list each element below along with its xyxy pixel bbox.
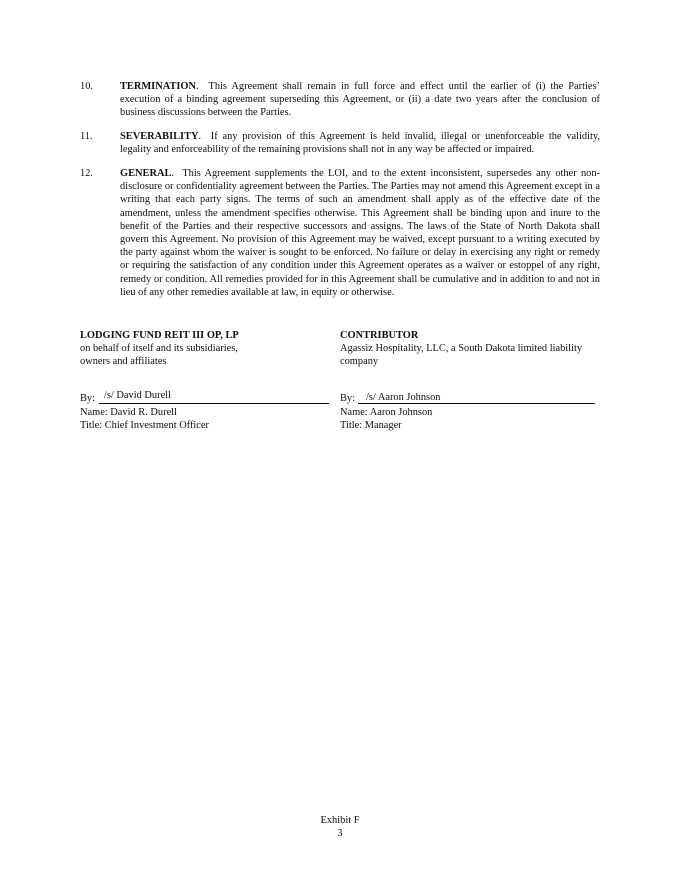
clause-general <box>80 167 600 299</box>
signature-underline <box>99 403 329 404</box>
signer-title: Title: Chief Investment Officer <box>80 420 209 431</box>
party-description-line2: company <box>340 356 379 367</box>
signature-line-left <box>80 392 330 405</box>
party-description-line1: Agassiz Hospitality, LLC, a South Dakota limited liability <box>340 343 583 354</box>
clause-body: TERMINATION. This Agreement shall remain in full force and effect until the earlier of (i) the Parties’ execution of a binding agreement superseding this Agreement, or (ii) a date two years after the conclusion of business discussions between the Parties. <box>120 81 600 119</box>
clause-number: 11. <box>80 131 93 142</box>
exhibit-label: Exhibit F <box>320 815 360 826</box>
clause-number: 12. <box>80 168 93 179</box>
by-label: By: <box>80 393 96 404</box>
clause-heading: SEVERABILITY <box>120 131 199 142</box>
party-name: CONTRIBUTOR <box>340 330 419 341</box>
page-number: 3 <box>337 828 343 839</box>
signer-details-left <box>80 406 330 432</box>
clause-termination <box>80 80 600 120</box>
by-label: By: <box>340 393 356 404</box>
clause-text: This Agreement shall remain in full force and effect until the earlier of (i) the Parties’ execution of a binding agreement superseding this Agreement, or (ii) a date two years after the conclusion of business discussions between the Parties. <box>120 81 600 119</box>
party-name: LODGING FUND REIT III OP, LP <box>80 330 239 341</box>
signer-name: Name: David R. Durell <box>80 407 177 418</box>
clause-text: If any provision of this Agreement is held invalid, illegal or unenforceable the validity, legality and enforceability of the remaining provisions shall not in any way be affected or impaired. <box>120 131 600 156</box>
clause-heading: TERMINATION <box>120 81 197 92</box>
page-footer <box>0 814 680 840</box>
signer-name: Name: Aaron Johnson <box>340 407 433 418</box>
signature-line-right <box>340 392 600 405</box>
signature-block-left <box>80 329 330 368</box>
clause-text: This Agreement supplements the LOI, and to the extent inconsistent, supersedes any other non-disclosure or confidentiality agreement between the Parties. The Parties may not amend this Agreement except in a writing that each party signs. The terms of such an amendment shall apply as of the effective date of the amendment, unless the amendment specifies otherwise. This Agreement shall be binding upon and inure to the benefit of the Parties and their respective successors and assigns. The laws of the State of North Dakota shall govern this Agreement. No provision of this Agreement may be waived, except pursuant to a writing executed by the party against whom the waiver is sought to be enforced. No failure or delay in exercising any right or remedy or requiring the satisfaction of any condition under this Agreement operates as a waiver or estoppel of any right, remedy or condition. All remedies provided for in this Agreement shall be cumulative and in addition to and not in lieu of any other remedies available at law, in equity or otherwise. <box>120 168 600 298</box>
signature: /s/ Aaron Johnson <box>366 392 441 403</box>
clause-body: SEVERABILITY. If any provision of this Agreement is held invalid, illegal or unenforceable the validity, legality and enforceability of the remaining provisions shall not in any way be affected or impaired. <box>120 131 600 156</box>
party-description-line1: on behalf of itself and its subsidiaries, <box>80 343 238 354</box>
clause-number: 10. <box>80 81 93 92</box>
clause-severability <box>80 130 600 156</box>
signature-block-right <box>340 329 610 368</box>
clause-body: GENERAL. This Agreement supplements the LOI, and to the extent inconsistent, supersedes any other non-disclosure or confidentiality agreement between the Parties. The Parties may not amend this Agreement except in a writing that each party signs. The terms of such an amendment shall apply as of the effective date of the amendment, unless the amendment specifies otherwise. This Agreement shall be binding upon and inure to the benefit of the Parties and their respective successors and assigns. The laws of the State of North Dakota shall govern this Agreement. No provision of this Agreement may be waived, except pursuant to a writing executed by the party against whom the waiver is sought to be enforced. No failure or delay in exercising any right or remedy or requiring the satisfaction of any condition under this Agreement operates as a waiver or estoppel of any right, remedy or condition. All remedies provided for in this Agreement shall be cumulative and in addition to and not in lieu of any other remedies available at law, in equity or otherwise. <box>120 168 600 298</box>
signer-details-right <box>340 406 600 432</box>
signature: /s/ David Durell <box>104 390 171 401</box>
clause-heading: GENERAL <box>120 168 172 179</box>
signer-title: Title: Manager <box>340 420 402 431</box>
party-description-line2: owners and affiliates <box>80 356 167 367</box>
